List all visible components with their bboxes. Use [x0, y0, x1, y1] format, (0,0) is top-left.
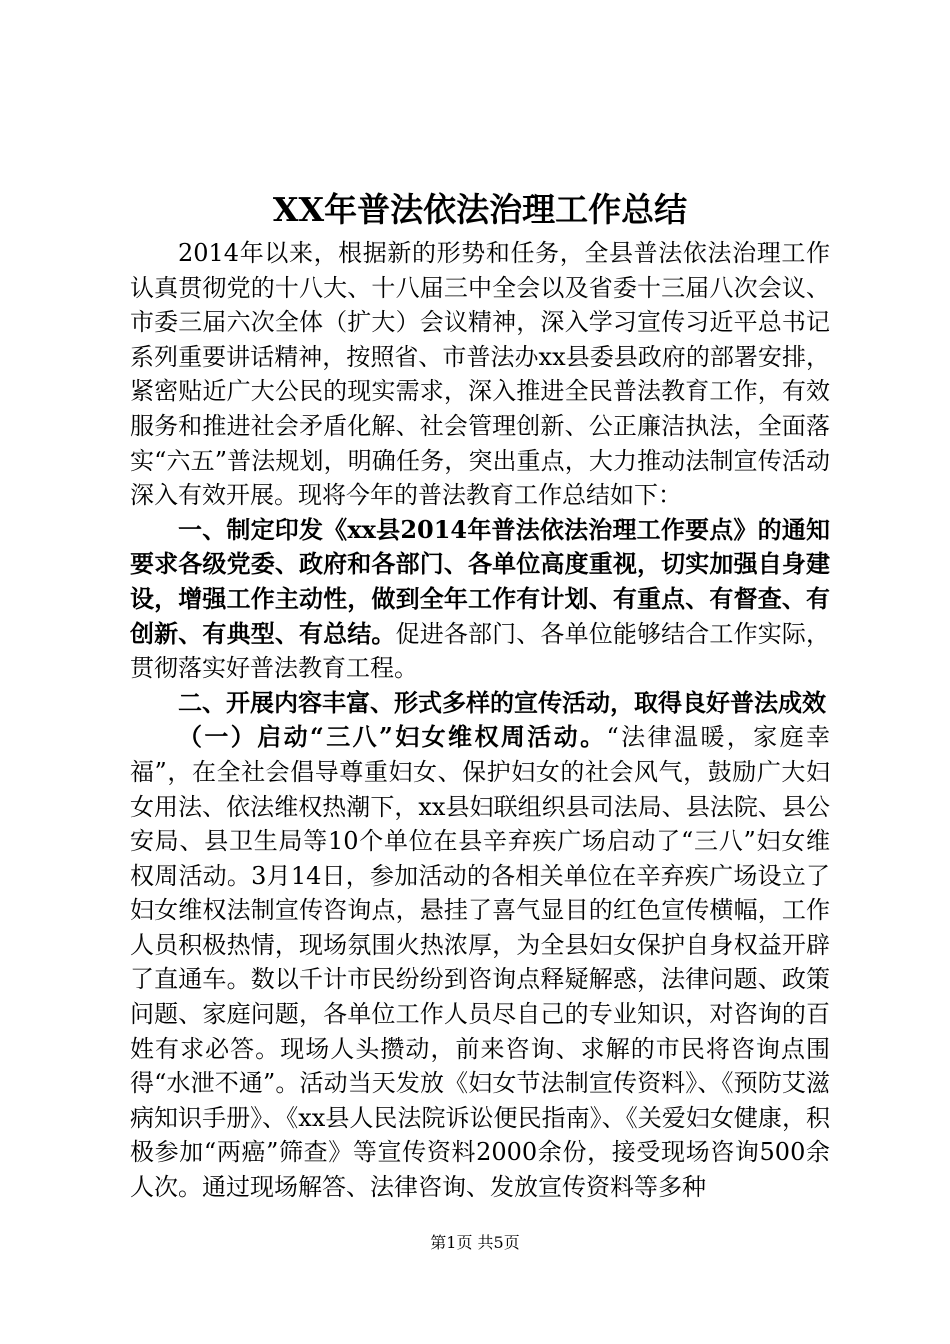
paragraph-section-two	[130, 686, 830, 721]
document-title: XX年普法依法治理工作总结	[272, 190, 688, 229]
subsection-one-text: “法律温暖，家庭幸福”，在全社会倡导尊重妇女、保护妇女的社会风气，鼓励广大妇女用法、依法维权热潮下，xx县妇联组织县司法局、县法院、县公安局、县卫生局等10个单位在县辛弃疾广场启动了“三八”妇女维权周活动。3月14日，参加活动的各相关单位在辛弃疾广场设立了妇女维权法制宣传咨询点，悬挂了喜气显目的红色宣传横幅，工作人员积极热情，现场氛围火热浓厚，为全县妇女保护自身权益开辟了直通车。数以千计市民纷纷到咨询点释疑解惑，法律问题、政策问题、家庭问题，各单位工作人员尽自己的专业知识，对咨询的百姓有求必答。现场人头攒动，前来咨询、求解的市民将咨询点围得“水泄不通”。活动当天发放《妇女节法制宣传资料》、《预防艾滋病知识手册》、《xx县人民法院诉讼便民指南》、《关爱妇女健康，积极参加“两癌”筛查》等宣传资料2000余份，接受现场咨询500余人次。通过现场解答、法律咨询、发放宣传资料等多种	[130, 723, 830, 1202]
subsection-one-heading: （一）启动“三八”妇女维权周活动。	[178, 722, 607, 752]
section-one-heading: 一、制定印发《xx县2014年普法依法治理工作要点》的通知要求各级党委、政府和各部门、各单位高度重视，切实加强自身建设，增强工作主动性，做到全年工作有计划、有重点、有督查、有创新、有典型、有总结。	[130, 514, 830, 648]
paragraph-subsection-one	[130, 720, 830, 1204]
paragraph-section-one	[130, 513, 830, 686]
section-one-text: 促进各部门、各单位能够结合工作实际，贯彻落实好普法教育工程。	[130, 619, 831, 683]
document-body	[130, 236, 830, 1205]
paragraph-intro	[130, 236, 830, 513]
section-two-heading: 二、开展内容丰富、形式多样的宣传活动，取得良好普法成效	[178, 687, 826, 717]
page-footer: 第1页 共5页	[430, 1233, 520, 1252]
paragraph-intro-text: 2014年以来，根据新的形势和任务，全县普法依法治理工作认真贯彻党的十八大、十八届三中全会以及省委十三届八次会议、市委三届六次全体（扩大）会议精神，深入学习宣传习近平总书记系列重要讲话精神，按照省、市普法办xx县委县政府的部署安排，紧密贴近广大公民的现实需求，深入推进全民普法教育工作，有效服务和推进社会矛盾化解、社会管理创新、公正廉洁执法，全面落实“六五”普法规划，明确任务，突出重点，大力推动法制宣传活动深入有效开展。现将今年的普法教育工作总结如下：	[130, 239, 830, 510]
